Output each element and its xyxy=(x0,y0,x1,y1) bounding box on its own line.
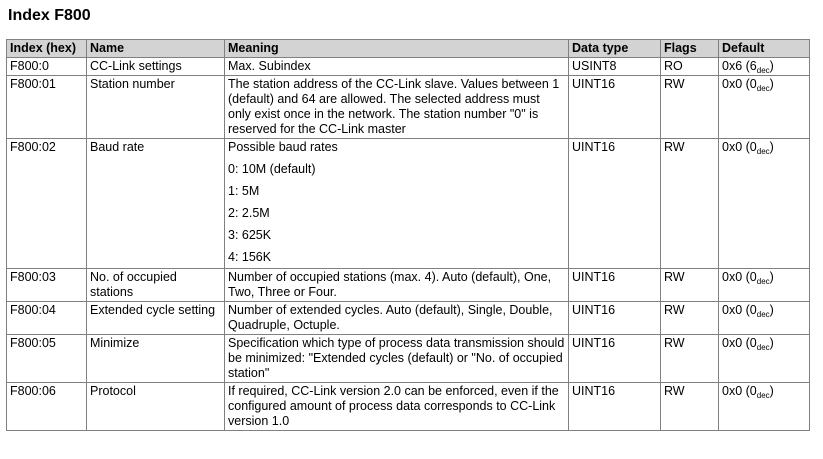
default-subscript: dec xyxy=(756,147,770,156)
cell-index: F800:03 xyxy=(7,269,87,302)
default-close: ) xyxy=(769,270,774,284)
cell-name: No. of occupied stations xyxy=(87,269,225,302)
col-header-index: Index (hex) xyxy=(7,40,87,58)
cell-flags: RW xyxy=(661,302,719,335)
default-close: ) xyxy=(769,140,774,154)
table-row xyxy=(7,383,810,431)
cell-name: Extended cycle setting xyxy=(87,302,225,335)
cell-flags: RW xyxy=(661,76,719,139)
cell-name: Station number xyxy=(87,76,225,139)
table-row xyxy=(7,335,810,383)
col-header-data-type: Data type xyxy=(569,40,661,58)
cell-flags: RW xyxy=(661,269,719,302)
cell-meaning: The station address of the CC-Link slave. Values between 1 (default) and 64 are allowed. The selected address must only exist once in the network. The station number "0" is reserved for the CC-Link master xyxy=(225,76,569,139)
cell-default xyxy=(719,302,810,335)
cell-index: F800:05 xyxy=(7,335,87,383)
cell-meaning xyxy=(225,139,569,269)
cell-flags: RW xyxy=(661,383,719,431)
baud-option: 2: 2.5M xyxy=(228,206,270,220)
col-header-meaning: Meaning xyxy=(225,40,569,58)
cell-default xyxy=(719,58,810,76)
cell-data-type: UINT16 xyxy=(569,302,661,335)
cell-default xyxy=(719,383,810,431)
cell-flags: RW xyxy=(661,139,719,269)
cell-name: Baud rate xyxy=(87,139,225,269)
baud-option: 1: 5M xyxy=(228,184,260,198)
cell-data-type: UINT16 xyxy=(569,335,661,383)
cell-index: F800:02 xyxy=(7,139,87,269)
default-value: 0x0 (0 xyxy=(722,140,757,154)
default-subscript: dec xyxy=(756,343,770,352)
default-close: ) xyxy=(769,336,774,350)
default-subscript: dec xyxy=(756,310,770,319)
index-table xyxy=(6,39,810,431)
cell-data-type: UINT16 xyxy=(569,76,661,139)
cell-flags: RO xyxy=(661,58,719,76)
cell-data-type: UINT16 xyxy=(569,269,661,302)
cell-flags: RW xyxy=(661,335,719,383)
cell-meaning: Specification which type of process data transmission should be minimized: "Extended cycles (default) or "No. of occupied station" xyxy=(225,335,569,383)
table-row xyxy=(7,269,810,302)
table-row xyxy=(7,302,810,335)
default-close: ) xyxy=(769,384,774,398)
cell-name: Minimize xyxy=(87,335,225,383)
baud-intro: Possible baud rates xyxy=(228,140,338,154)
cell-index: F800:0 xyxy=(7,58,87,76)
cell-meaning: Number of occupied stations (max. 4). Auto (default), One, Two, Three or Four. xyxy=(225,269,569,302)
cell-name: CC-Link settings xyxy=(87,58,225,76)
table-row xyxy=(7,76,810,139)
cell-data-type: USINT8 xyxy=(569,58,661,76)
default-subscript: dec xyxy=(756,84,770,93)
baud-option: 3: 625K xyxy=(228,228,272,242)
default-close: ) xyxy=(769,303,774,317)
header-row xyxy=(7,40,810,58)
default-value: 0x0 (0 xyxy=(722,384,757,398)
default-subscript: dec xyxy=(756,277,770,286)
default-value: 0x0 (0 xyxy=(722,303,757,317)
cell-index: F800:04 xyxy=(7,302,87,335)
default-close: ) xyxy=(769,59,774,73)
default-value: 0x0 (0 xyxy=(722,336,757,350)
cell-meaning: Max. Subindex xyxy=(225,58,569,76)
default-subscript: dec xyxy=(756,66,770,75)
cell-default xyxy=(719,139,810,269)
default-value: 0x0 (0 xyxy=(722,77,757,91)
cell-data-type: UINT16 xyxy=(569,139,661,269)
default-value: 0x6 (6 xyxy=(722,59,757,73)
cell-index: F800:01 xyxy=(7,76,87,139)
cell-default xyxy=(719,335,810,383)
default-subscript: dec xyxy=(756,391,770,400)
cell-default xyxy=(719,76,810,139)
col-header-name: Name xyxy=(87,40,225,58)
cell-index: F800:06 xyxy=(7,383,87,431)
cell-default xyxy=(719,269,810,302)
cell-data-type: UINT16 xyxy=(569,383,661,431)
baud-option: 0: 10M (default) xyxy=(228,162,316,176)
cell-name: Protocol xyxy=(87,383,225,431)
cell-meaning: If required, CC-Link version 2.0 can be enforced, even if the configured amount of process data corresponds to CC-Link version 1.0 xyxy=(225,383,569,431)
table-row xyxy=(7,139,810,269)
col-header-flags: Flags xyxy=(661,40,719,58)
default-close: ) xyxy=(769,77,774,91)
page-title: Index F800 xyxy=(8,7,91,24)
cell-meaning: Number of extended cycles. Auto (default), Single, Double, Quadruple, Octuple. xyxy=(225,302,569,335)
baud-option: 4: 156K xyxy=(228,250,272,264)
default-value: 0x0 (0 xyxy=(722,270,757,284)
col-header-default: Default xyxy=(719,40,810,58)
table-row xyxy=(7,58,810,76)
